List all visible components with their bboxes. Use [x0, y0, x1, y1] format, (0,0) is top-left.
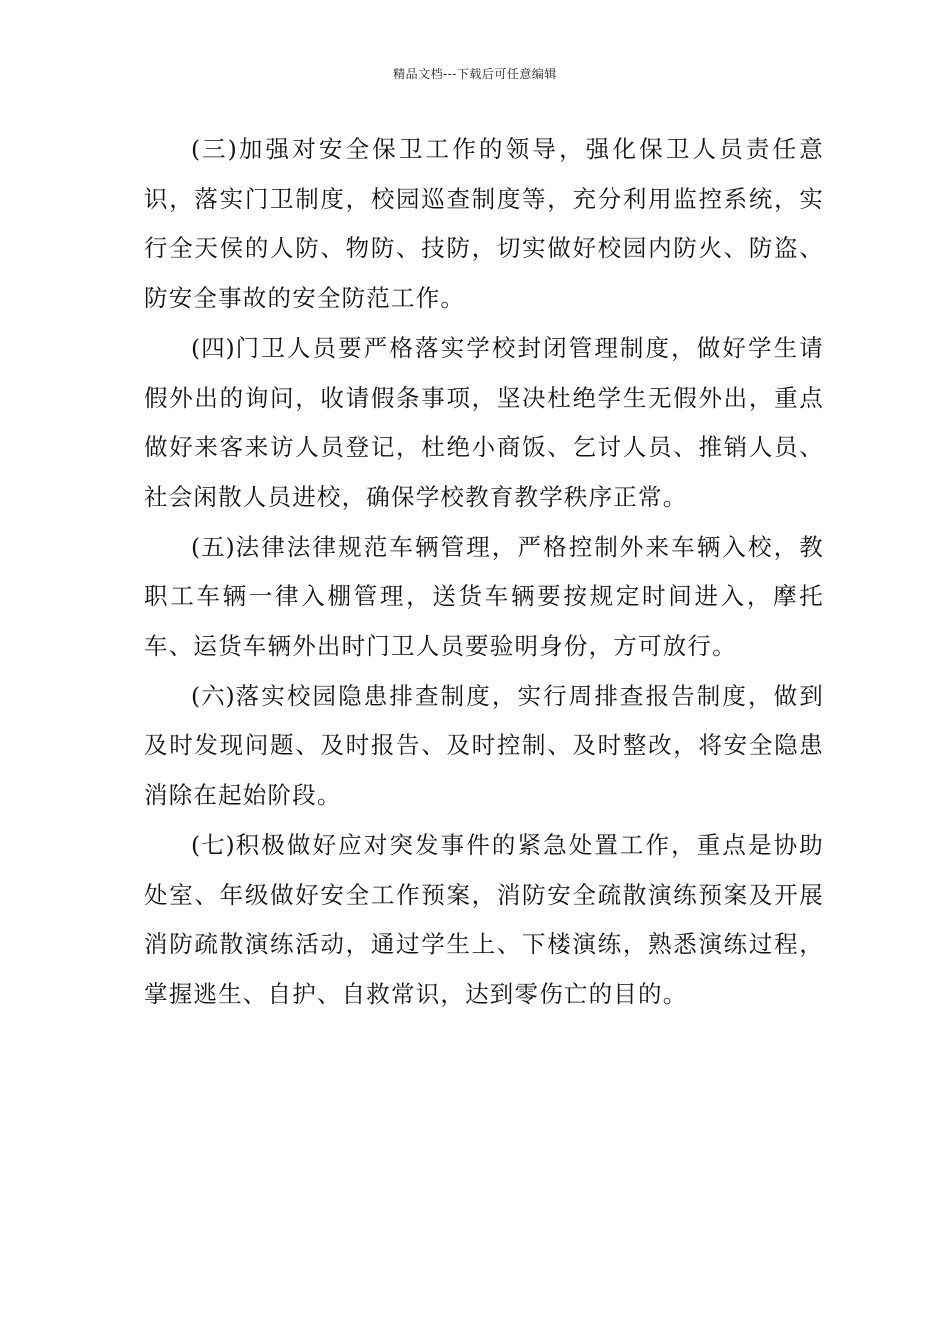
- paragraph-3: [144, 125, 824, 324]
- paragraph-number: (三): [191, 135, 237, 163]
- page-header: 精品文档---下载后可任意编辑: [393, 67, 557, 81]
- paragraph-4: [144, 324, 824, 523]
- paragraph-6: [144, 672, 824, 821]
- paragraph-5: [144, 523, 824, 672]
- paragraph-7: [144, 821, 824, 1020]
- paragraph-text: 积极做好应对突发事件的紧急处置工作，重点是协助处室、年级做好安全工作预案，消防安全疏散演练预案及开展消防疏散演练活动，通过学生上、下楼演练，熟悉演练过程，掌握逃生、自护、自救常识，达到零伤亡的目的。: [144, 830, 824, 1008]
- paragraph-text: 落实校园隐患排查制度，实行周排查报告制度，做到及时发现问题、及时报告、及时控制、及时整改，将安全隐患消除在起始阶段。: [144, 681, 824, 810]
- paragraph-number: (七): [191, 830, 235, 859]
- paragraph-text: 加强对安全保卫工作的领导，强化保卫人员责任意识，落实门卫制度，校园巡查制度等，充分利用监控系统，实行全天侯的人防、物防、技防，切实做好校园内防火、防盗、防安全事故的安全防范工作。: [144, 135, 824, 313]
- paragraph-number: (六): [191, 681, 235, 710]
- document-body: [144, 125, 824, 1020]
- paragraph-number: (四): [191, 333, 235, 362]
- paragraph-text: 门卫人员要严格落实学校封闭管理制度，做好学生请假外出的询问，收请假条事项，坚决杜绝学生无假外出，重点做好来客来访人员登记，杜绝小商饭、乞讨人员、推销人员、社会闲散人员进校，确保学校教育教学秩序正常。: [144, 333, 824, 511]
- paragraph-text: 法律法律规范车辆管理，严格控制外来车辆入校，教职工车辆一律入棚管理，送货车辆要按规定时间进入，摩托车、运货车辆外出时门卫人员要验明身份，方可放行。: [144, 532, 824, 661]
- paragraph-number: (五): [191, 532, 235, 561]
